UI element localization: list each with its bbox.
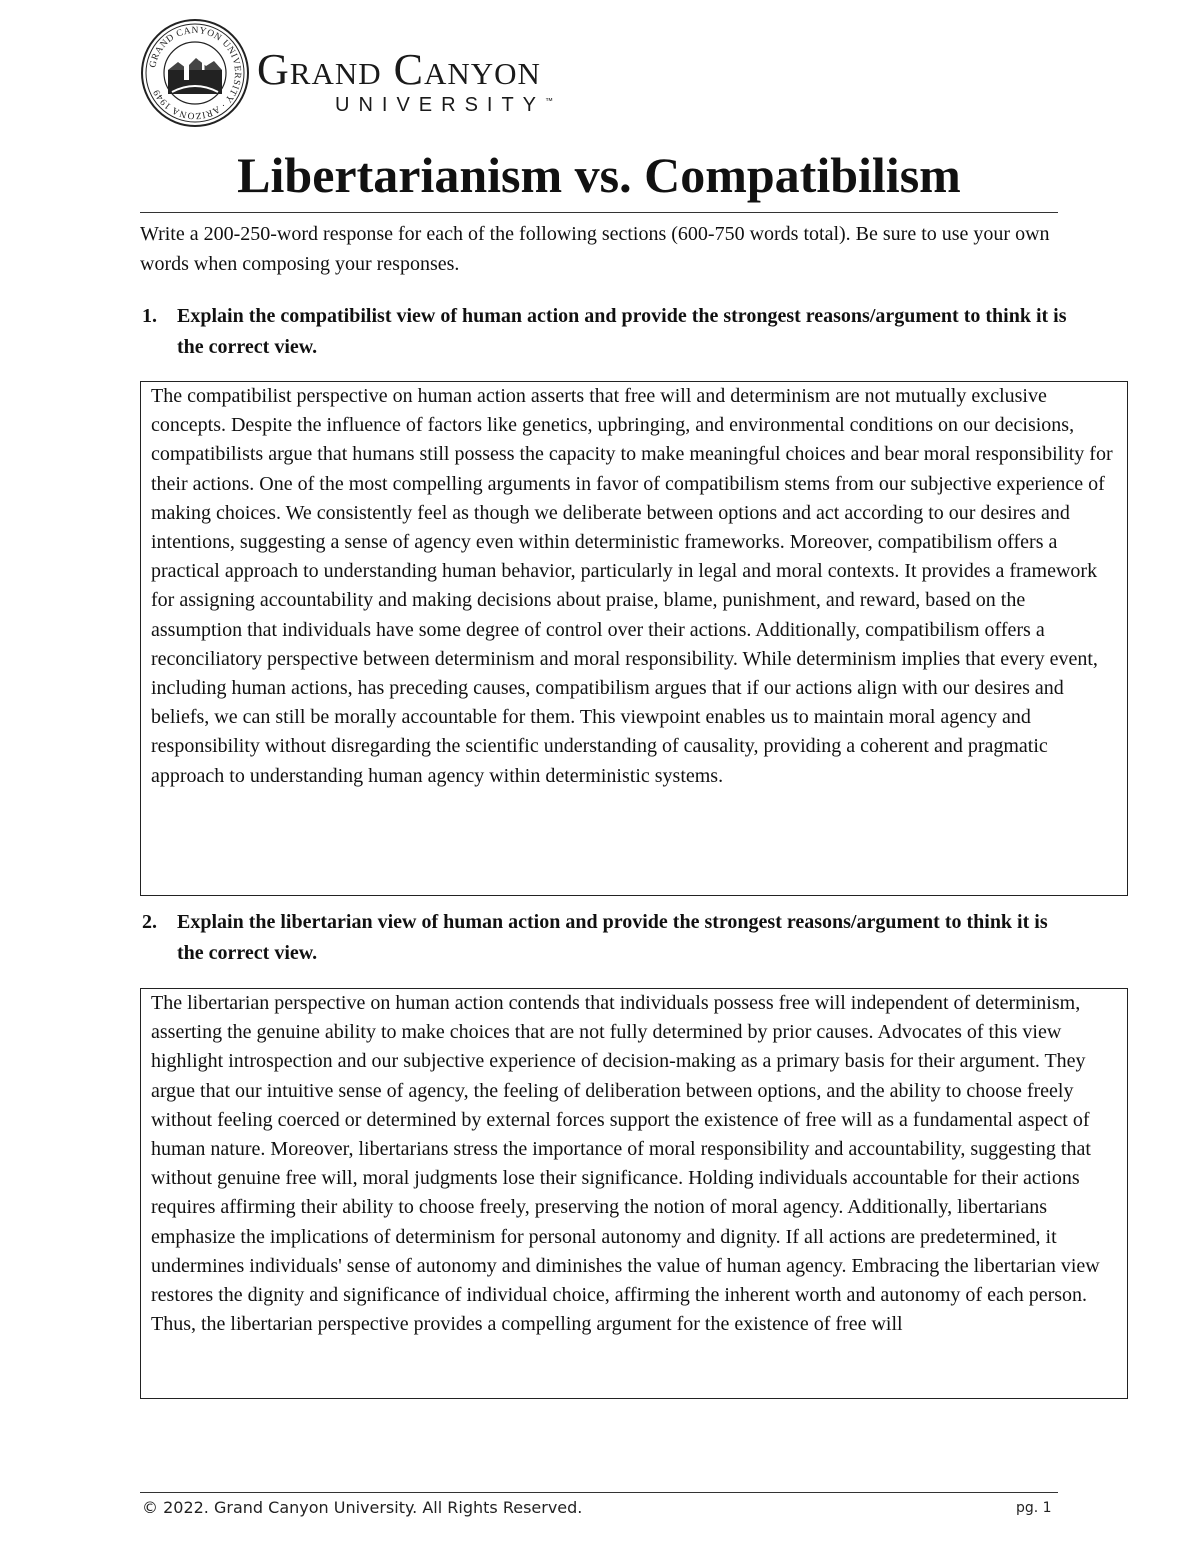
brand-name: Grand Canyon	[257, 45, 541, 94]
answer-text: The compatibilist perspective on human action asserts that free will and determinism are not mutually exclusive concepts. Despite the influence of factors like genetics, upbringing, and environmental conditions on our decisions, compatibilists argue that humans still possess the capacity to make meaningful choices and bear moral responsibility for their actions. One of the most compelling arguments in favor of compatibilism stems from our subjective experience of making choices. We consistently feel as though we deliberate between options and act according to our desires and intentions, suggesting a sense of agency even within deterministic frameworks. Moreover, compatibilism offers a practical approach to understanding human behavior, particularly in legal and moral contexts. It provides a framework for assigning accountability and making decisions about praise, blame, punishment, and reward, based on the assumption that individuals have some degree of control over their actions. Additionally, compatibilism offers a reconciliatory perspective between determinism and moral responsibility. While determinism implies that every event, including human actions, has preceding causes, compatibilism argues that if our actions align with our desires and beliefs, we can still be morally accountable for them. This viewpoint enables us to maintain moral agency and responsibility without disregarding the scientific understanding of causality, providing a coherent and pragmatic approach to understanding human agency within deterministic systems.	[151, 385, 1113, 787]
answer-box-1[interactable]	[140, 381, 1128, 896]
university-logo	[140, 18, 640, 128]
question-2	[140, 907, 1070, 969]
trademark-mark: ™	[545, 96, 554, 106]
footer-copyright: © 2022. Grand Canyon University. All Rights Reserved.	[142, 1498, 583, 1517]
question-prompt: Explain the compatibilist view of human action and provide the strongest reasons/argument to think it is the correct view.	[177, 305, 1067, 358]
seal-text: GRAND CANYON UNIVERSITY · ARIZONA 1949	[148, 25, 243, 121]
page-number: pg. 1	[1016, 1500, 1052, 1516]
question-prompt: Explain the libertarian view of human action and provide the strongest reasons/argument to think it is the correct view.	[177, 911, 1048, 964]
question-number: 1.	[142, 305, 157, 327]
answer-text: The libertarian perspective on human action contends that individuals possess free will independent of determinism, asserting the genuine ability to make choices that are not fully determined by prior causes. Advocates of this view highlight introspection and our subjective experience of decision-making as a primary basis for their argument. They argue that our intuitive sense of agency, the feeling of deliberation between options, and the ability to choose freely without feeling coerced or determined by external forces support the existence of free will as a fundamental aspect of human nature. Moreover, libertarians stress the importance of moral responsibility and accountability, suggesting that without genuine free will, moral judgments lose their significance. Holding individuals accountable for their actions requires affirming their ability to choose freely, preserving the notion of moral agency. Additionally, libertarians emphasize the implications of determinism for personal autonomy and dignity. If all actions are predetermined, it undermines individuals' sense of autonomy and diminishes the value of human agency. Embracing the libertarian view restores the dignity and significance of individual choice, affirming the inherent worth and autonomy of each person. Thus, the libertarian perspective provides a compelling argument for the existence of free will	[151, 992, 1100, 1336]
question-1	[140, 301, 1070, 363]
university-seal-icon	[140, 18, 250, 128]
brand-subtitle: UNIVERSITY™	[335, 94, 554, 116]
brand-wordmark	[257, 45, 554, 117]
question-number: 2.	[142, 911, 157, 933]
instructions: Write a 200-250-word response for each of the following sections (600-750 words total). Be sure to use your own words when composing your responses.	[140, 223, 1050, 275]
answer-box-2[interactable]	[140, 988, 1128, 1399]
page-title: Libertarianism vs. Compatibilism	[140, 140, 1058, 213]
footer-divider	[140, 1492, 1058, 1493]
